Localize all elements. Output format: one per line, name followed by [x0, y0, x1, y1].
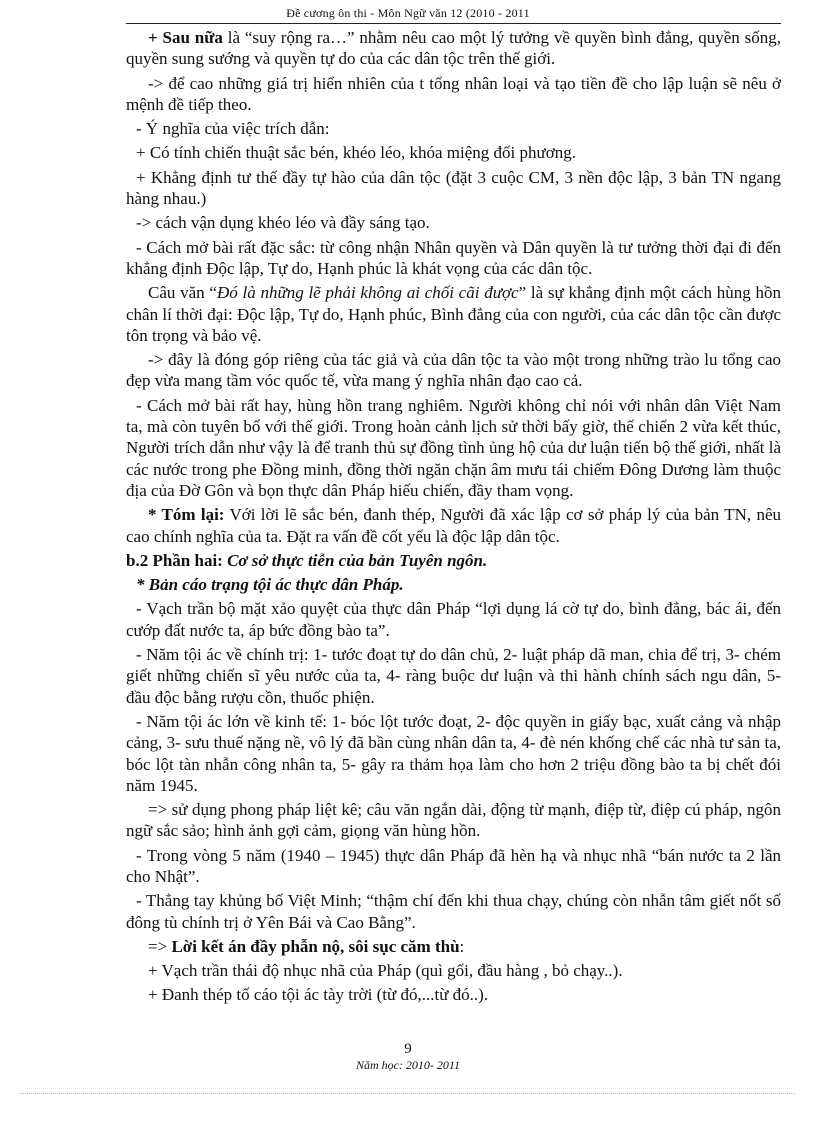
- paragraph-tom-lai: [126, 504, 781, 547]
- paragraph-khung-bo: - Thẳng tay khủng bố Việt Minh; “thậm chí đến khi thua chạy, chúng còn nhẫn tâm giết nốt số đông tù chính trị ở Yên Bái và Cao Bằng”.: [126, 891, 781, 932]
- bold-phrase: Lời kết án đầy phẫn nộ, sôi sục căm thù: [171, 936, 460, 956]
- paragraph-van-dung: -> cách vận dụng khéo léo và đầy sáng tạo.: [136, 213, 430, 233]
- paragraph-kinh-te: - Năm tội ác lớn về kinh tế: 1- bóc lột tước đoạt, 2- độc quyền in giấy bạc, xuất cảng và nhập cảng, 3- sưu thuế nặng nề, vô lý đã bần cùng nhân dân ta, 4- đè nén khống chế các nhà tư sản ta, bóc lột tàn nhẫn công nhân ta, 5- gây ra thảm họa làm cho hơn 2 triệu đồng bào ta bị chết đói năm 1945.: [126, 711, 781, 795]
- paragraph-sau-nua: [126, 27, 781, 70]
- section-heading-b2: [126, 550, 781, 571]
- paragraph-text: Câu văn “: [148, 283, 217, 303]
- bold-lead: + Sau nữa: [148, 28, 223, 47]
- paragraph-to-cao: + Đanh thép tố cáo tội ác tày trời (từ đó,...từ đó..).: [148, 985, 489, 1005]
- paragraph-chinh-tri: - Năm tội ác về chính trị: 1- tước đoạt tự do dân chủ, 2- luật pháp dã man, chia để trị, 3- chém giết những chiến sĩ yêu nước của ta, 4- ràng buộc dư luận và thi hành chính sách ngu dân, 5- đầu độc bằng rượu cồn, thuốc phiện.: [126, 645, 781, 707]
- page-number: 9: [404, 1041, 412, 1057]
- paragraph-mo-bai-hay: - Cách mở bài rất hay, hùng hồn trang nghiêm. Người không chỉ nói với nhân dân Việt Nam ta, mà còn tuyên bố với thế giới. Trong hoàn cảnh lịch sử thời bấy giờ, thế chiến 2 vừa kết thúc, Người trích dẫn như vậy là để tranh thủ sự đồng tình ủng hộ của dư luận tiến bộ thế giới, nhất là các nước trong phe Đồng minh, đồng thời ngăn chặn âm mưu tái chiếm Đông Dương làm thuộc địa của Đờ Gôn và bọn thực dân Pháp hiếu chiến, đầy tham vọng.: [126, 395, 781, 500]
- paragraph-thai-do: + Vạch trần thái độ nhục nhã của Pháp (quì gối, đầu hàng , bỏ chạy..).: [148, 961, 623, 981]
- paragraph-nghe-thuat: => sử dụng phong pháp liệt kê; câu văn ngắn dài, động từ mạnh, điệp từ, điệp cú pháp, ngôn ngữ sắc sảo; hình ảnh gợi cảm, giọng văn hùng hồn.: [126, 800, 781, 841]
- section-heading-title: Cơ sở thực tiễn của bản Tuyên ngôn.: [227, 550, 488, 570]
- paragraph-text: =>: [148, 936, 172, 956]
- paragraph-tu-the: + Khẳng định tư thế đầy tự hào của dân tộc (đặt 3 cuộc CM, 3 nền độc lập, 3 bản TN ngang hàng nhau.): [126, 167, 781, 209]
- paragraph-tien-de: -> để cao những giá trị hiển nhiên của t tổng nhân loại và tạo tiền đề cho lập luận sẽ nêu ở mệnh đề tiếp theo.: [126, 73, 781, 114]
- paragraph-dong-gop: -> đây là đóng góp riêng của tác giả và của dân tộc ta vào một trong những trào lu tổng cao đẹp vừa mang tầm vóc quốc tế, vừa mang ý nghĩa nhân đạo cao cả.: [126, 350, 781, 391]
- page-content: [126, 27, 781, 1009]
- section-heading-label: b.2 Phần hai:: [126, 550, 228, 570]
- header-divider: [126, 23, 781, 24]
- paragraph-y-nghia-heading: - Ý nghĩa của việc trích dẫn:: [136, 119, 330, 139]
- paragraph-ban-nuoc: - Trong vòng 5 năm (1940 – 1945) thực dân Pháp đã hèn hạ và nhục nhã “bán nước ta 2 lần cho Nhật”.: [126, 845, 781, 886]
- paragraph-cau-van: [126, 282, 781, 346]
- footer-school-year: Năm học: 2010- 2011: [355, 1058, 461, 1072]
- paragraph-chien-thuat: + Có tính chiến thuật sắc bén, khéo léo, khóa miệng đối phương.: [136, 143, 576, 163]
- paragraph-text: ” là sự khẳng định một cách hùng hồn chân lí thời đại: Độc lập, Tự do, Hạnh phúc, Bình đẳng của con người, của các dân tộc cần được tôn trọng và bảo vệ.: [126, 283, 782, 345]
- page-bottom-divider: [20, 1093, 796, 1094]
- bold-lead: * Tóm lại:: [148, 505, 225, 525]
- paragraph-text: Với lời lẽ sắc bén, đanh thép, Người đã xác lập cơ sở pháp lý của bản TN, nêu cao chính nghĩa của ta. Đặt ra vấn đề cốt yếu là độc lập dân tộc.: [126, 505, 781, 546]
- paragraph-mo-bai: - Cách mở bài rất đặc sắc: từ công nhận Nhân quyền và Dân quyền là tư tưởng thời đại đi đến khẳng định Độc lập, Tự do, Hạnh phúc là khát vọng của các dân tộc.: [126, 237, 781, 278]
- paragraph-ket-an: [126, 936, 781, 957]
- paragraph-text: :: [459, 936, 465, 956]
- subsection-heading: * Bản cáo trạng tội ác thực dân Pháp.: [136, 575, 404, 595]
- page-header: Đề cương ôn thi - Môn Ngữ văn 12 (2010 - 2011: [286, 6, 530, 20]
- italic-quote: Đó là những lẽ phải không ai chối cãi được: [216, 283, 519, 303]
- paragraph-vach-tran: - Vạch trần bộ mặt xảo quyệt của thực dân Pháp “lợi dụng lá cờ tự do, bình đẳng, bác ái, đến cướp đất nước ta, áp bức đồng bào ta”.: [126, 599, 781, 640]
- paragraph-text: là “suy rộng ra…” nhằm nêu cao một lý tưởng về quyền bình đẳng, quyền sống, quyền sung sướng và quyền tự do của các dân tộc trên thế giới.: [126, 28, 781, 69]
